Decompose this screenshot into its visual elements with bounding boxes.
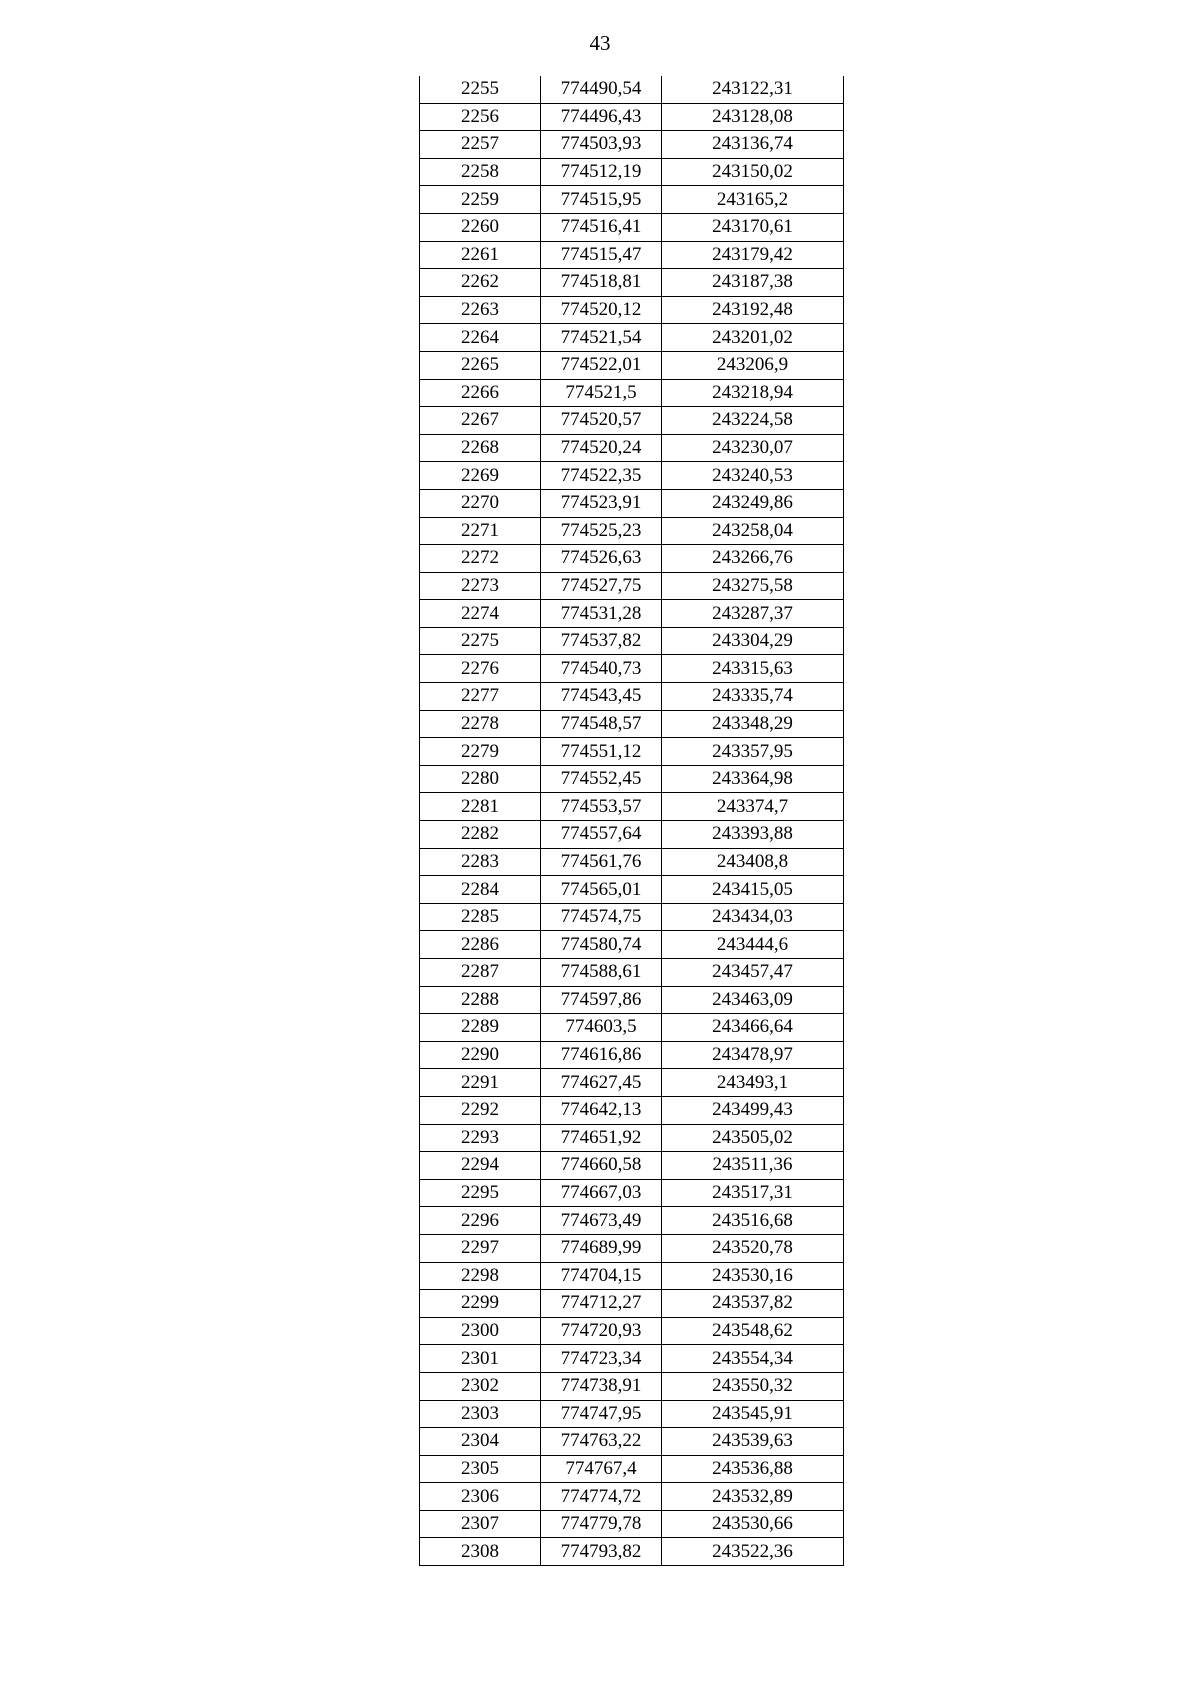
table-row [420, 296, 844, 324]
point-number-cell: 2290 [420, 1041, 541, 1069]
table-row [420, 324, 844, 352]
y-coordinate-cell: 243357,95 [662, 738, 844, 766]
table-row [420, 959, 844, 987]
x-coordinate-cell: 774557,64 [541, 821, 662, 849]
page-number: 43 [589, 31, 611, 55]
x-coordinate-cell: 774720,93 [541, 1317, 662, 1345]
y-coordinate-cell: 243457,47 [662, 959, 844, 987]
table-row [420, 655, 844, 683]
x-coordinate-cell: 774580,74 [541, 931, 662, 959]
y-coordinate-cell: 243170,61 [662, 213, 844, 241]
point-number-cell: 2281 [420, 793, 541, 821]
y-coordinate-cell: 243517,31 [662, 1179, 844, 1207]
table-row [420, 627, 844, 655]
point-number-cell: 2299 [420, 1290, 541, 1318]
y-coordinate-cell: 243187,38 [662, 269, 844, 297]
x-coordinate-cell: 774616,86 [541, 1041, 662, 1069]
table-row [420, 931, 844, 959]
y-coordinate-cell: 243122,31 [662, 76, 844, 103]
y-coordinate-cell: 243287,37 [662, 600, 844, 628]
y-coordinate-cell: 243374,7 [662, 793, 844, 821]
y-coordinate-cell: 243532,89 [662, 1483, 844, 1511]
y-coordinate-cell: 243505,02 [662, 1124, 844, 1152]
x-coordinate-cell: 774527,75 [541, 572, 662, 600]
point-number-cell: 2306 [420, 1483, 541, 1511]
y-coordinate-cell: 243150,02 [662, 158, 844, 186]
point-number-cell: 2265 [420, 351, 541, 379]
y-coordinate-cell: 243304,29 [662, 627, 844, 655]
table-row [420, 1538, 844, 1566]
x-coordinate-cell: 774503,93 [541, 131, 662, 159]
x-coordinate-cell: 774588,61 [541, 959, 662, 987]
point-number-cell: 2257 [420, 131, 541, 159]
x-coordinate-cell: 774767,4 [541, 1455, 662, 1483]
x-coordinate-cell: 774522,35 [541, 462, 662, 490]
point-number-cell: 2256 [420, 103, 541, 131]
table-row [420, 158, 844, 186]
x-coordinate-cell: 774490,54 [541, 76, 662, 103]
coordinates-table [419, 76, 844, 1566]
table-row [420, 848, 844, 876]
x-coordinate-cell: 774496,43 [541, 103, 662, 131]
y-coordinate-cell: 243218,94 [662, 379, 844, 407]
point-number-cell: 2296 [420, 1207, 541, 1235]
point-number-cell: 2280 [420, 765, 541, 793]
y-coordinate-cell: 243201,02 [662, 324, 844, 352]
point-number-cell: 2307 [420, 1510, 541, 1538]
point-number-cell: 2276 [420, 655, 541, 683]
y-coordinate-cell: 243550,32 [662, 1372, 844, 1400]
point-number-cell: 2286 [420, 931, 541, 959]
point-number-cell: 2283 [420, 848, 541, 876]
y-coordinate-cell: 243364,98 [662, 765, 844, 793]
x-coordinate-cell: 774574,75 [541, 903, 662, 931]
point-number-cell: 2272 [420, 545, 541, 573]
point-number-cell: 2301 [420, 1345, 541, 1373]
table-row [420, 793, 844, 821]
x-coordinate-cell: 774704,15 [541, 1262, 662, 1290]
table-row [420, 489, 844, 517]
x-coordinate-cell: 774512,19 [541, 158, 662, 186]
y-coordinate-cell: 243545,91 [662, 1400, 844, 1428]
table-row [420, 131, 844, 159]
point-number-cell: 2269 [420, 462, 541, 490]
point-number-cell: 2287 [420, 959, 541, 987]
point-number-cell: 2270 [420, 489, 541, 517]
y-coordinate-cell: 243348,29 [662, 710, 844, 738]
point-number-cell: 2289 [420, 1014, 541, 1042]
point-number-cell: 2285 [420, 903, 541, 931]
point-number-cell: 2255 [420, 76, 541, 103]
point-number-cell: 2268 [420, 434, 541, 462]
y-coordinate-cell: 243240,53 [662, 462, 844, 490]
table-row [420, 379, 844, 407]
x-coordinate-cell: 774779,78 [541, 1510, 662, 1538]
table-row [420, 1152, 844, 1180]
x-coordinate-cell: 774553,57 [541, 793, 662, 821]
table-row [420, 186, 844, 214]
table-row [420, 986, 844, 1014]
y-coordinate-cell: 243206,9 [662, 351, 844, 379]
table-row [420, 1207, 844, 1235]
point-number-cell: 2264 [420, 324, 541, 352]
x-coordinate-cell: 774660,58 [541, 1152, 662, 1180]
y-coordinate-cell: 243266,76 [662, 545, 844, 573]
x-coordinate-cell: 774747,95 [541, 1400, 662, 1428]
y-coordinate-cell: 243463,09 [662, 986, 844, 1014]
table-row [420, 103, 844, 131]
y-coordinate-cell: 243230,07 [662, 434, 844, 462]
point-number-cell: 2298 [420, 1262, 541, 1290]
x-coordinate-cell: 774565,01 [541, 876, 662, 904]
table-row [420, 1124, 844, 1152]
y-coordinate-cell: 243128,08 [662, 103, 844, 131]
table-row [420, 1096, 844, 1124]
x-coordinate-cell: 774673,49 [541, 1207, 662, 1235]
y-coordinate-cell: 243516,68 [662, 1207, 844, 1235]
y-coordinate-cell: 243415,05 [662, 876, 844, 904]
table-row [420, 1345, 844, 1373]
x-coordinate-cell: 774603,5 [541, 1014, 662, 1042]
point-number-cell: 2275 [420, 627, 541, 655]
point-number-cell: 2279 [420, 738, 541, 766]
point-number-cell: 2258 [420, 158, 541, 186]
x-coordinate-cell: 774793,82 [541, 1538, 662, 1566]
table-row [420, 269, 844, 297]
table-row [420, 1234, 844, 1262]
point-number-cell: 2295 [420, 1179, 541, 1207]
y-coordinate-cell: 243408,8 [662, 848, 844, 876]
y-coordinate-cell: 243165,2 [662, 186, 844, 214]
point-number-cell: 2267 [420, 407, 541, 435]
y-coordinate-cell: 243192,48 [662, 296, 844, 324]
point-number-cell: 2259 [420, 186, 541, 214]
x-coordinate-cell: 774525,23 [541, 517, 662, 545]
x-coordinate-cell: 774515,47 [541, 241, 662, 269]
point-number-cell: 2261 [420, 241, 541, 269]
table-row [420, 462, 844, 490]
x-coordinate-cell: 774597,86 [541, 986, 662, 1014]
y-coordinate-cell: 243539,63 [662, 1428, 844, 1456]
point-number-cell: 2308 [420, 1538, 541, 1566]
y-coordinate-cell: 243530,66 [662, 1510, 844, 1538]
point-number-cell: 2273 [420, 572, 541, 600]
point-number-cell: 2292 [420, 1096, 541, 1124]
x-coordinate-cell: 774540,73 [541, 655, 662, 683]
point-number-cell: 2302 [420, 1372, 541, 1400]
y-coordinate-cell: 243249,86 [662, 489, 844, 517]
point-number-cell: 2288 [420, 986, 541, 1014]
table-row [420, 683, 844, 711]
x-coordinate-cell: 774712,27 [541, 1290, 662, 1318]
point-number-cell: 2300 [420, 1317, 541, 1345]
x-coordinate-cell: 774520,24 [541, 434, 662, 462]
x-coordinate-cell: 774543,45 [541, 683, 662, 711]
x-coordinate-cell: 774642,13 [541, 1096, 662, 1124]
table-row [420, 876, 844, 904]
table-row [420, 1179, 844, 1207]
table-row [420, 213, 844, 241]
y-coordinate-cell: 243478,97 [662, 1041, 844, 1069]
table-row [420, 545, 844, 573]
y-coordinate-cell: 243224,58 [662, 407, 844, 435]
table-row [420, 76, 844, 103]
table-row [420, 710, 844, 738]
x-coordinate-cell: 774522,01 [541, 351, 662, 379]
x-coordinate-cell: 774689,99 [541, 1234, 662, 1262]
x-coordinate-cell: 774548,57 [541, 710, 662, 738]
y-coordinate-cell: 243434,03 [662, 903, 844, 931]
y-coordinate-cell: 243466,64 [662, 1014, 844, 1042]
x-coordinate-cell: 774523,91 [541, 489, 662, 517]
x-coordinate-cell: 774516,41 [541, 213, 662, 241]
table-row [420, 1372, 844, 1400]
x-coordinate-cell: 774561,76 [541, 848, 662, 876]
x-coordinate-cell: 774552,45 [541, 765, 662, 793]
y-coordinate-cell: 243335,74 [662, 683, 844, 711]
point-number-cell: 2294 [420, 1152, 541, 1180]
point-number-cell: 2305 [420, 1455, 541, 1483]
point-number-cell: 2263 [420, 296, 541, 324]
x-coordinate-cell: 774520,57 [541, 407, 662, 435]
table-row [420, 765, 844, 793]
x-coordinate-cell: 774651,92 [541, 1124, 662, 1152]
y-coordinate-cell: 243554,34 [662, 1345, 844, 1373]
table-row [420, 821, 844, 849]
table-row [420, 1262, 844, 1290]
x-coordinate-cell: 774521,5 [541, 379, 662, 407]
table-row [420, 1510, 844, 1538]
x-coordinate-cell: 774520,12 [541, 296, 662, 324]
table-row [420, 1290, 844, 1318]
table-row [420, 1317, 844, 1345]
y-coordinate-cell: 243493,1 [662, 1069, 844, 1097]
point-number-cell: 2277 [420, 683, 541, 711]
x-coordinate-cell: 774723,34 [541, 1345, 662, 1373]
x-coordinate-cell: 774738,91 [541, 1372, 662, 1400]
point-number-cell: 2266 [420, 379, 541, 407]
point-number-cell: 2293 [420, 1124, 541, 1152]
table-row [420, 738, 844, 766]
table-row [420, 572, 844, 600]
table-row [420, 1400, 844, 1428]
x-coordinate-cell: 774526,63 [541, 545, 662, 573]
y-coordinate-cell: 243536,88 [662, 1455, 844, 1483]
point-number-cell: 2278 [420, 710, 541, 738]
y-coordinate-cell: 243136,74 [662, 131, 844, 159]
y-coordinate-cell: 243499,43 [662, 1096, 844, 1124]
x-coordinate-cell: 774774,72 [541, 1483, 662, 1511]
y-coordinate-cell: 243258,04 [662, 517, 844, 545]
table-row [420, 1428, 844, 1456]
y-coordinate-cell: 243522,36 [662, 1538, 844, 1566]
point-number-cell: 2274 [420, 600, 541, 628]
point-number-cell: 2284 [420, 876, 541, 904]
point-number-cell: 2271 [420, 517, 541, 545]
y-coordinate-cell: 243275,58 [662, 572, 844, 600]
point-number-cell: 2304 [420, 1428, 541, 1456]
table-row [420, 407, 844, 435]
table-row [420, 1069, 844, 1097]
point-number-cell: 2282 [420, 821, 541, 849]
table-row [420, 517, 844, 545]
x-coordinate-cell: 774627,45 [541, 1069, 662, 1097]
x-coordinate-cell: 774551,12 [541, 738, 662, 766]
x-coordinate-cell: 774763,22 [541, 1428, 662, 1456]
y-coordinate-cell: 243537,82 [662, 1290, 844, 1318]
table-row [420, 600, 844, 628]
y-coordinate-cell: 243530,16 [662, 1262, 844, 1290]
x-coordinate-cell: 774537,82 [541, 627, 662, 655]
point-number-cell: 2291 [420, 1069, 541, 1097]
table-row [420, 1041, 844, 1069]
y-coordinate-cell: 243548,62 [662, 1317, 844, 1345]
y-coordinate-cell: 243511,36 [662, 1152, 844, 1180]
table-row [420, 434, 844, 462]
y-coordinate-cell: 243179,42 [662, 241, 844, 269]
point-number-cell: 2297 [420, 1234, 541, 1262]
y-coordinate-cell: 243520,78 [662, 1234, 844, 1262]
y-coordinate-cell: 243444,6 [662, 931, 844, 959]
table-row [420, 1483, 844, 1511]
y-coordinate-cell: 243393,88 [662, 821, 844, 849]
table-row [420, 1014, 844, 1042]
point-number-cell: 2262 [420, 269, 541, 297]
table-row [420, 241, 844, 269]
x-coordinate-cell: 774515,95 [541, 186, 662, 214]
x-coordinate-cell: 774518,81 [541, 269, 662, 297]
point-number-cell: 2260 [420, 213, 541, 241]
y-coordinate-cell: 243315,63 [662, 655, 844, 683]
coordinates-table-body [420, 76, 844, 1566]
x-coordinate-cell: 774667,03 [541, 1179, 662, 1207]
x-coordinate-cell: 774531,28 [541, 600, 662, 628]
x-coordinate-cell: 774521,54 [541, 324, 662, 352]
table-row [420, 903, 844, 931]
table-row [420, 351, 844, 379]
table-row [420, 1455, 844, 1483]
point-number-cell: 2303 [420, 1400, 541, 1428]
